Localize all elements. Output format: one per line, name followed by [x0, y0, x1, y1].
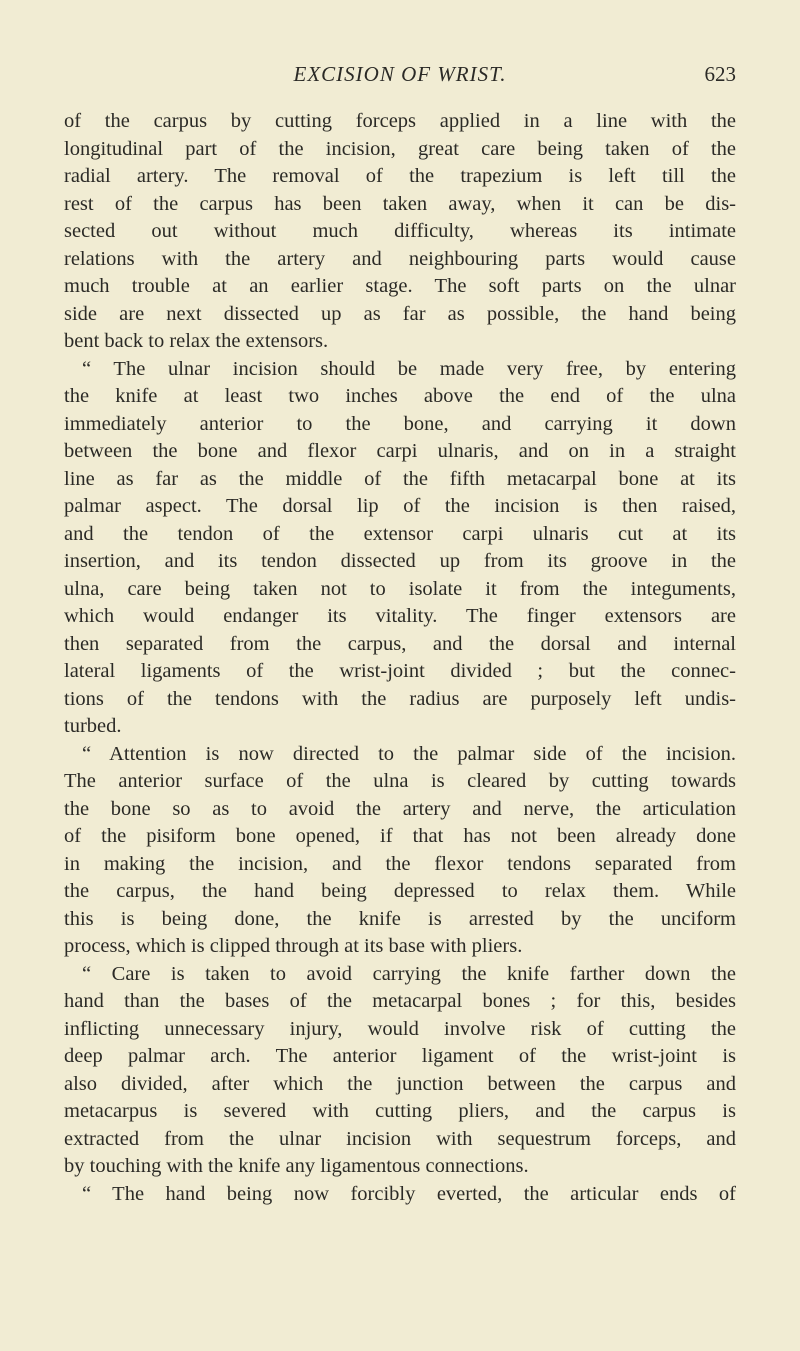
text-line: “ The ulnar incision should be made very free, by entering: [82, 357, 736, 380]
text-line: hand than the bases of the metacarpal bones ; for this, besides: [64, 990, 736, 1012]
text-line: inflicting unnecessary injury, would involve risk of cutting the: [64, 1017, 736, 1040]
text-line: “ The hand being now forcibly everted, the articular ends of: [82, 1182, 736, 1205]
text-line: palmar aspect. The dorsal lip of the incision is then raised,: [64, 495, 736, 517]
text-line: this is being done, the knife is arrested by the unciform: [64, 907, 736, 930]
text-line: the carpus, the hand being depressed to relax them. While: [64, 880, 736, 902]
text-line: bent back to relax the extensors.: [64, 330, 329, 352]
text-line: of the carpus by cutting forceps applied in a line with the: [64, 110, 736, 132]
running-title: EXCISION OF WRIST.: [293, 62, 507, 86]
text-line: the knife at least two inches above the end of the ulna: [64, 385, 736, 407]
body-text: [64, 108, 736, 1208]
text-line: extracted from the ulnar incision with sequestrum forceps, and: [64, 1127, 736, 1150]
text-line: in making the incision, and the flexor tendons separated from: [64, 852, 736, 875]
text-line: process, which is clipped through at its base with pliers.: [64, 935, 523, 957]
text-line: line as far as the middle of the fifth metacarpal bone at its: [64, 467, 736, 490]
text-line: longitudinal part of the incision, great care being taken of the: [64, 137, 736, 160]
text-line: immediately anterior to the bone, and carrying it down: [64, 412, 736, 435]
text-line: lateral ligaments of the wrist-joint divided ; but the connec-: [64, 660, 736, 682]
text-line: turbed.: [64, 715, 122, 737]
text-line: ulna, care being taken not to isolate it from the integuments,: [64, 577, 736, 600]
page-number: 623: [704, 62, 736, 86]
text-line: sected out without much difficulty, whereas its intimate: [64, 220, 736, 242]
text-line: tions of the tendons with the radius are purposely left undis-: [64, 687, 736, 710]
text-line: much trouble at an earlier stage. The soft parts on the ulnar: [64, 275, 736, 297]
text-line: and the tendon of the extensor carpi ulnaris cut at its: [64, 522, 736, 545]
text-line: relations with the artery and neighbouring parts would cause: [64, 247, 736, 270]
text-line: metacarpus is severed with cutting pliers, and the carpus is: [64, 1100, 736, 1122]
text-line: “ Attention is now directed to the palmar side of the incision.: [82, 742, 736, 765]
text-line: side are next dissected up as far as possible, the hand being: [64, 302, 736, 325]
text-line: deep palmar arch. The anterior ligament of the wrist-joint is: [64, 1045, 736, 1067]
text-line: by touching with the knife any ligamentous connections.: [64, 1155, 529, 1177]
text-line: radial artery. The removal of the trapezium is left till the: [64, 165, 736, 187]
text-line: The anterior surface of the ulna is cleared by cutting towards: [64, 770, 736, 792]
text-line: the bone so as to avoid the artery and nerve, the articulation: [64, 797, 736, 820]
running-head: [64, 62, 736, 92]
text-line: also divided, after which the junction between the carpus and: [64, 1072, 736, 1095]
text-line: between the bone and flexor carpi ulnaris, and on in a straight: [64, 440, 736, 462]
text-line: rest of the carpus has been taken away, when it can be dis-: [64, 192, 736, 215]
text-line: of the pisiform bone opened, if that has not been already done: [64, 825, 736, 847]
text-line: “ Care is taken to avoid carrying the knife farther down the: [82, 962, 736, 985]
text-line: insertion, and its tendon dissected up from its groove in the: [64, 550, 736, 572]
text-line: then separated from the carpus, and the dorsal and internal: [64, 632, 736, 655]
text-line: which would endanger its vitality. The finger extensors are: [64, 605, 736, 627]
